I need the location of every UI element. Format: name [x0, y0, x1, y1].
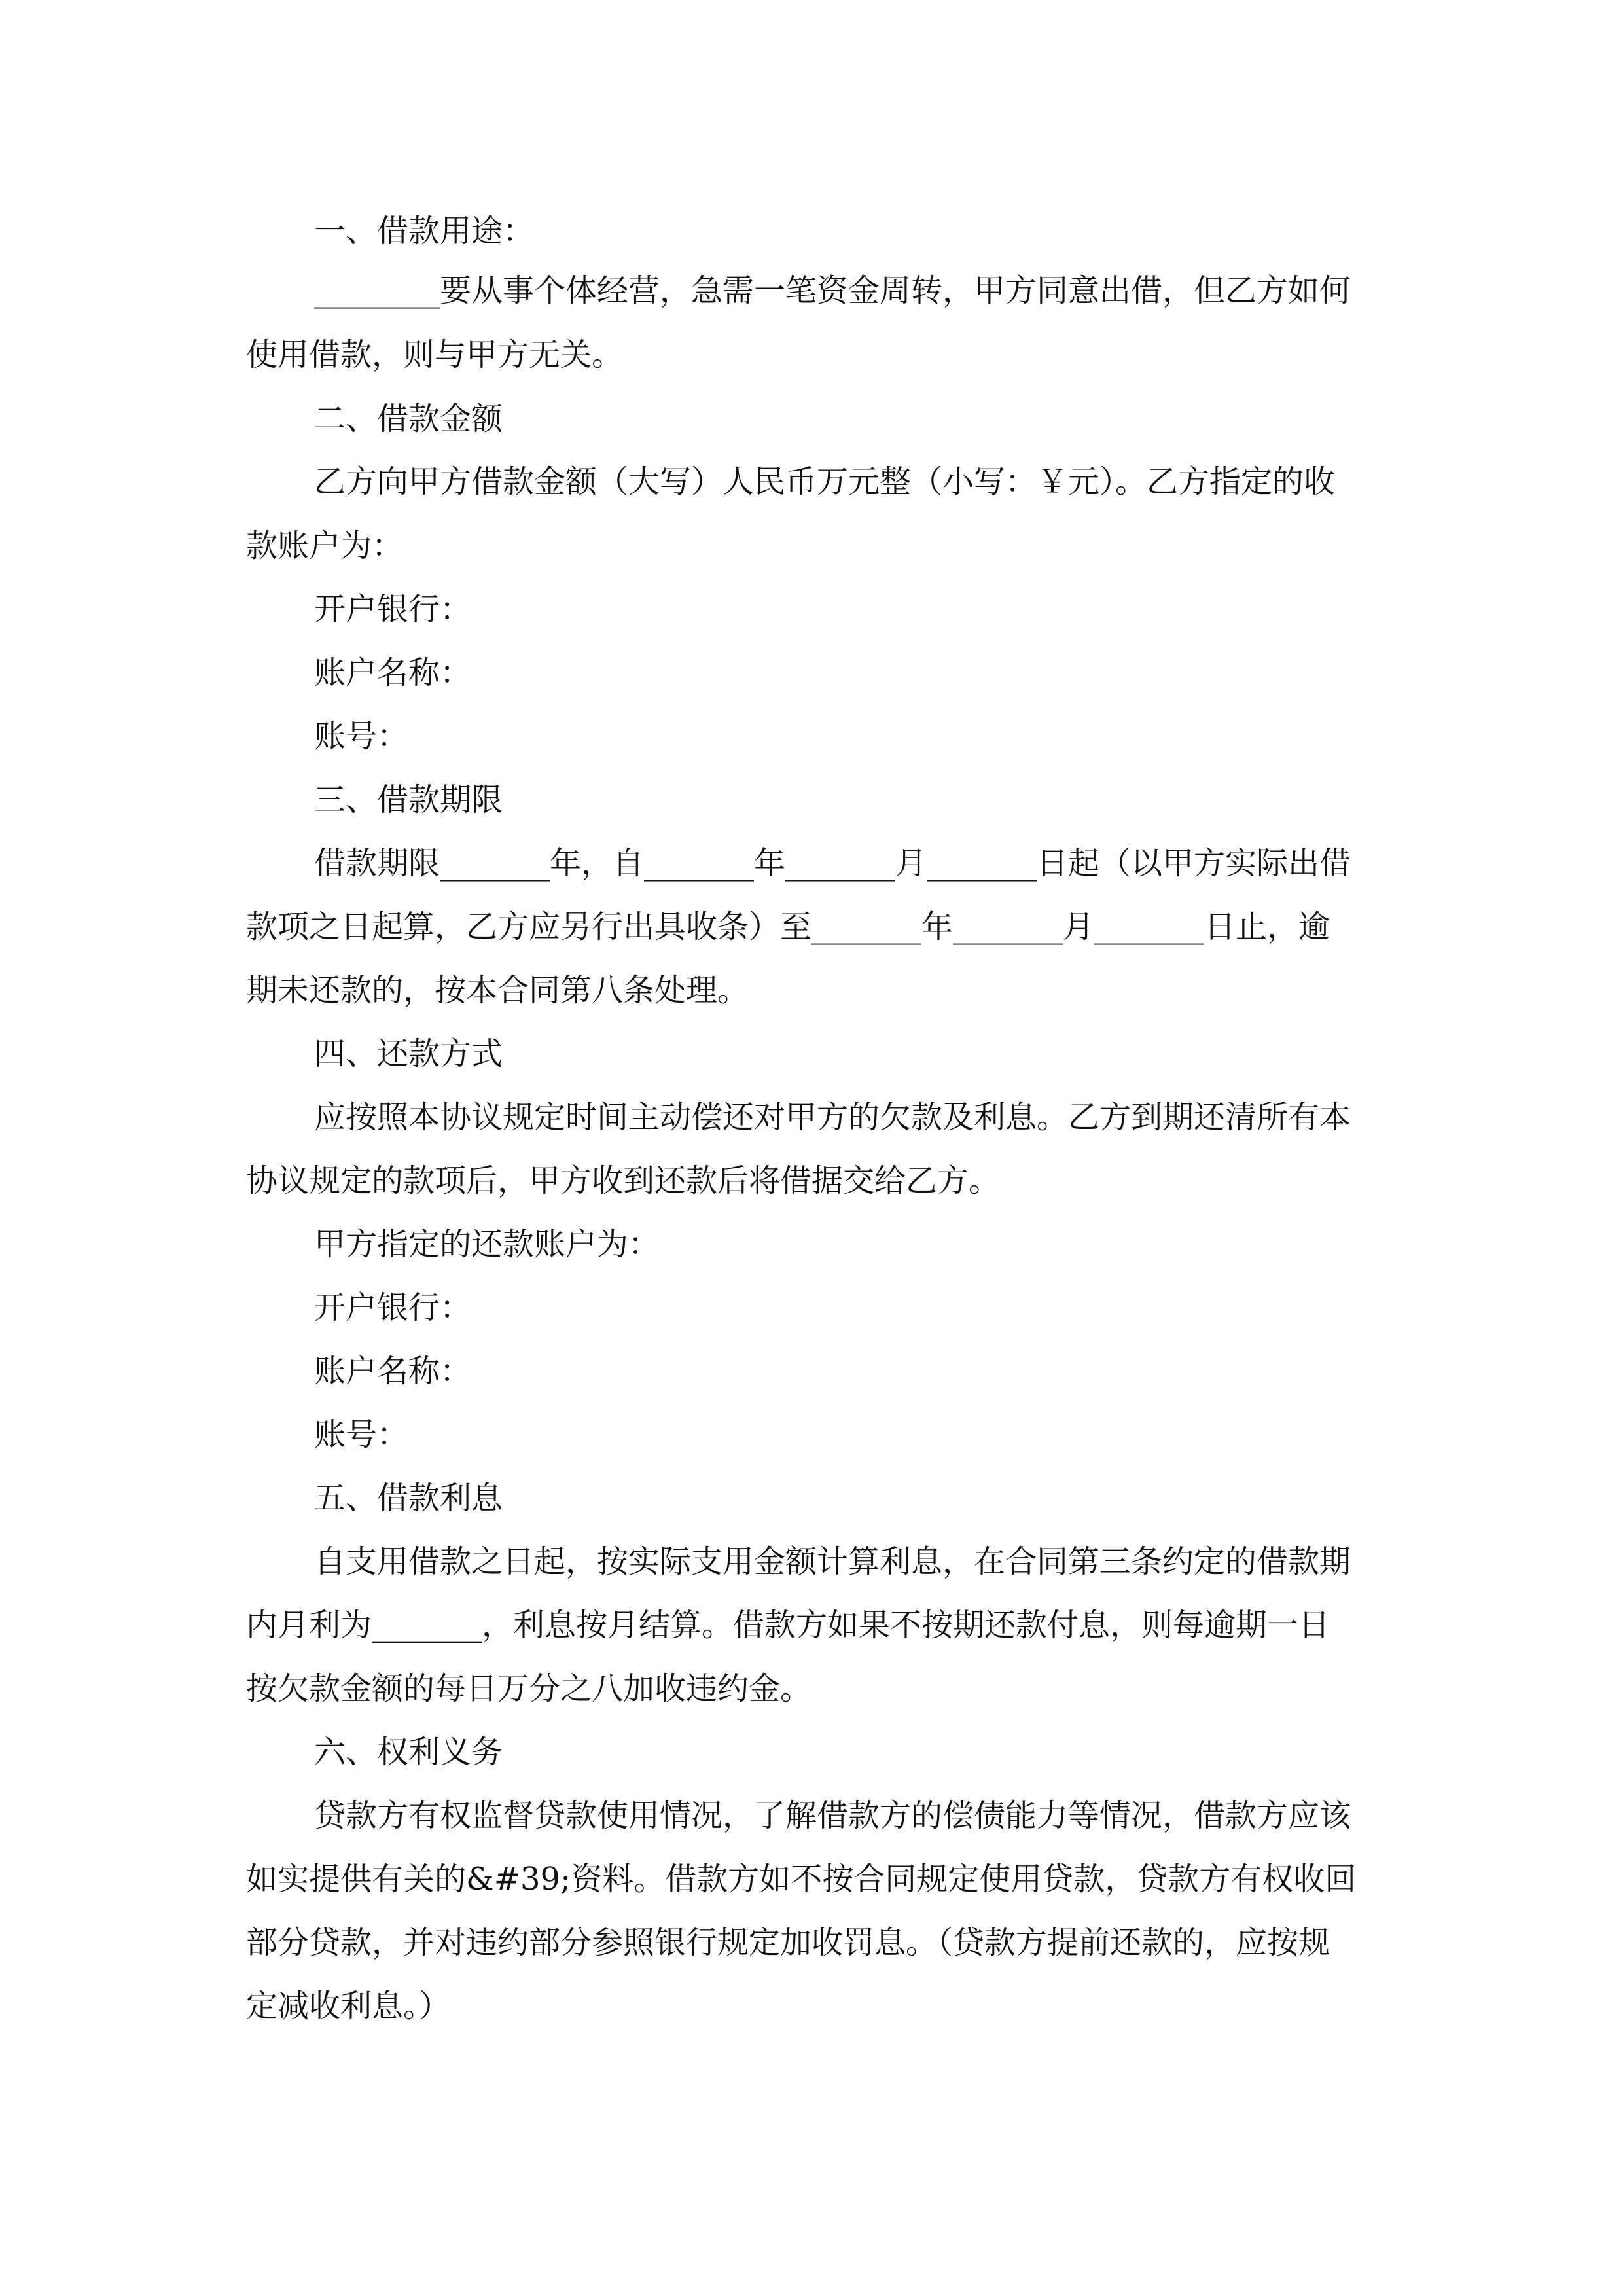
section-heading-rights-obligations: 六、权利义务: [314, 1734, 503, 1770]
paragraph-line: 期未还款的，按本合同第八条处理。: [246, 972, 749, 1009]
paragraph-line: 款账户为：: [246, 528, 404, 564]
paragraph-line: 乙方向甲方借款金额（大写）人民币万元整（小写：￥元）。乙方指定的收: [314, 463, 1336, 500]
paragraph-line: 应按照本协议规定时间主动偿还对甲方的欠款及利息。乙方到期还清所有本: [314, 1099, 1351, 1136]
field-label-account-name: 账户名称：: [314, 1353, 472, 1390]
field-label-account-name: 账户名称：: [314, 655, 472, 691]
field-label-bank: 开户银行：: [314, 591, 472, 628]
field-label-account-number: 账号：: [314, 1416, 409, 1453]
section-heading-loan-amount: 二、借款金额: [314, 401, 503, 437]
section-heading-interest: 五、借款利息: [314, 1480, 503, 1516]
paragraph-line: 借款期限_______年，自_______年_______月_______日起（以甲方实际出借: [314, 845, 1351, 882]
paragraph-line: 自支用借款之日起，按实际支用金额计算利息，在合同第三条约定的借款期: [314, 1543, 1351, 1580]
paragraph-line: 贷款方有权监督贷款使用情况，了解借款方的偿债能力等情况，借款方应该: [314, 1797, 1351, 1834]
section-heading-loan-purpose: 一、借款用途：: [314, 213, 535, 249]
field-label-bank: 开户银行：: [314, 1289, 472, 1326]
paragraph-line: 部分贷款，并对违约部分参照银行规定加收罚息。（贷款方提前还款的，应按规: [246, 1924, 1330, 1961]
paragraph-line: 如实提供有关的&#39;资料。借款方如不按合同规定使用贷款，贷款方有权收回: [246, 1861, 1357, 1897]
paragraph-line: ________要从事个体经营，急需一笔资金周转，甲方同意出借，但乙方如何: [314, 272, 1351, 309]
paragraph-line: 内月利为_______，利息按月结算。借款方如果不按期还款付息，则每逾期一日: [246, 1607, 1330, 1643]
paragraph-line: 甲方指定的还款账户为：: [314, 1226, 660, 1263]
section-heading-loan-term: 三、借款期限: [314, 781, 503, 818]
paragraph-line: 协议规定的款项后，甲方收到还款后将借据交给乙方。: [246, 1162, 1001, 1199]
paragraph-line: 款项之日起算，乙方应另行出具收条）至_______年_______月_______日止，逾: [246, 908, 1330, 945]
field-label-account-number: 账号：: [314, 718, 409, 755]
section-heading-repayment: 四、还款方式: [314, 1035, 503, 1072]
paragraph-line: 按欠款金额的每日万分之八加收违约金。: [246, 1670, 812, 1707]
paragraph-line: 使用借款，则与甲方无关。: [246, 336, 624, 373]
paragraph-line: 定减收利息。）: [246, 1988, 451, 2024]
